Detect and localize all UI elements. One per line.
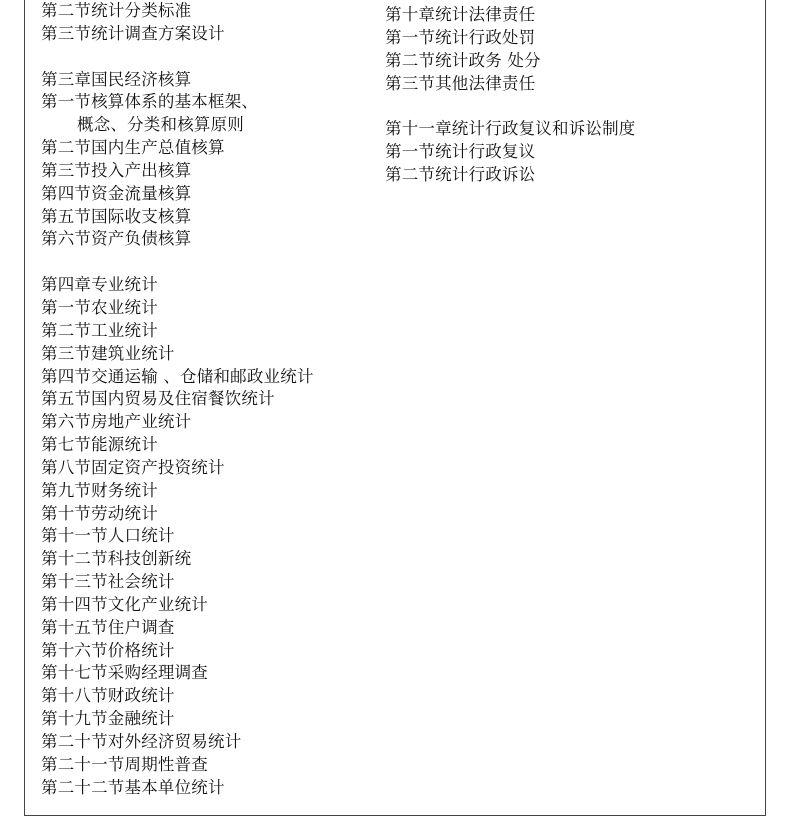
toc-section-entry: 第十一节人口统计 — [41, 526, 175, 546]
toc-section-entry: 第十四节文化产业统计 — [41, 594, 208, 614]
toc-chapter-heading: 第十一章统计行政复议和诉讼制度 — [385, 119, 636, 139]
toc-section-entry: 概念、分类和核算原则 — [77, 115, 244, 135]
toc-section-entry: 第十二节科技创新统 — [41, 549, 192, 569]
toc-section-entry: 第四节交通运输 、仓储和邮政业统计 — [41, 366, 314, 386]
toc-section-entry: 第十五节住户调查 — [41, 617, 175, 637]
toc-section-entry: 第五节国际收支核算 — [41, 206, 192, 226]
toc-section-entry: 第十三节社会统计 — [41, 572, 175, 592]
toc-section-entry: 第一节统计行政复议 — [385, 142, 536, 162]
toc-spacer — [41, 46, 314, 69]
toc-section-entry: 第四节资金流量核算 — [41, 183, 192, 203]
toc-section-entry: 第八节固定资产投资统计 — [41, 457, 225, 477]
toc-spacer — [385, 95, 636, 118]
toc-chapter-heading: 第四章专业统计 — [41, 275, 158, 295]
toc-section-entry: 第十九节金融统计 — [41, 709, 175, 729]
toc-section-entry: 第六节房地产业统计 — [41, 412, 192, 432]
toc-section-entry: 第二十节对外经济贸易统计 — [41, 732, 242, 751]
toc-section-entry: 第五节国内贸易及住宿餐饮统计 — [41, 389, 275, 409]
toc-section-entry: 第二节统计分类标准 — [41, 1, 192, 20]
toc-section-entry: 第二节工业统计 — [41, 320, 158, 340]
toc-section-entry: 第一节农业统计 — [41, 297, 158, 317]
toc-section-entry: 第七节能源统计 — [41, 435, 158, 455]
toc-section-entry: 第三节投入产出核算 — [41, 160, 192, 180]
toc-chapter-heading: 第三章国民经济核算 — [41, 69, 192, 89]
toc-section-entry: 第二节统计行政诉讼 — [385, 164, 536, 184]
toc-section-entry: 第三节其他法律责任 — [385, 73, 536, 93]
toc-section-entry: 第十六节价格统计 — [41, 640, 175, 660]
toc-section-entry: 第二十二节基本单位统计 — [41, 777, 225, 797]
toc-section-entry: 第六节资产负债核算 — [41, 229, 192, 249]
toc-section-entry: 第九节财务统计 — [41, 480, 158, 500]
toc-section-entry: 第十节劳动统计 — [41, 503, 158, 523]
toc-section-entry: 第二节国内生产总值核算 — [41, 138, 225, 158]
toc-right-column — [385, 4, 636, 187]
toc-left-column — [41, 0, 314, 800]
toc-section-entry: 第二十一节周期性普查 — [41, 754, 208, 774]
toc-section-entry: 第二节统计政务 处分 — [385, 50, 541, 70]
toc-section-entry: 第一节核算体系的基本框架、 — [41, 92, 259, 112]
toc-section-entry: 第十八节财政统计 — [41, 686, 175, 706]
toc-section-entry: 第三节建筑业统计 — [41, 343, 175, 363]
toc-section-entry: 第一节统计行政处罚 — [385, 27, 536, 47]
toc-spacer — [41, 251, 314, 274]
toc-section-entry: 第三节统计调查方案设计 — [41, 23, 225, 43]
toc-chapter-heading: 第十章统计法律责任 — [385, 5, 536, 24]
toc-section-entry: 第十七节采购经理调查 — [41, 663, 208, 683]
